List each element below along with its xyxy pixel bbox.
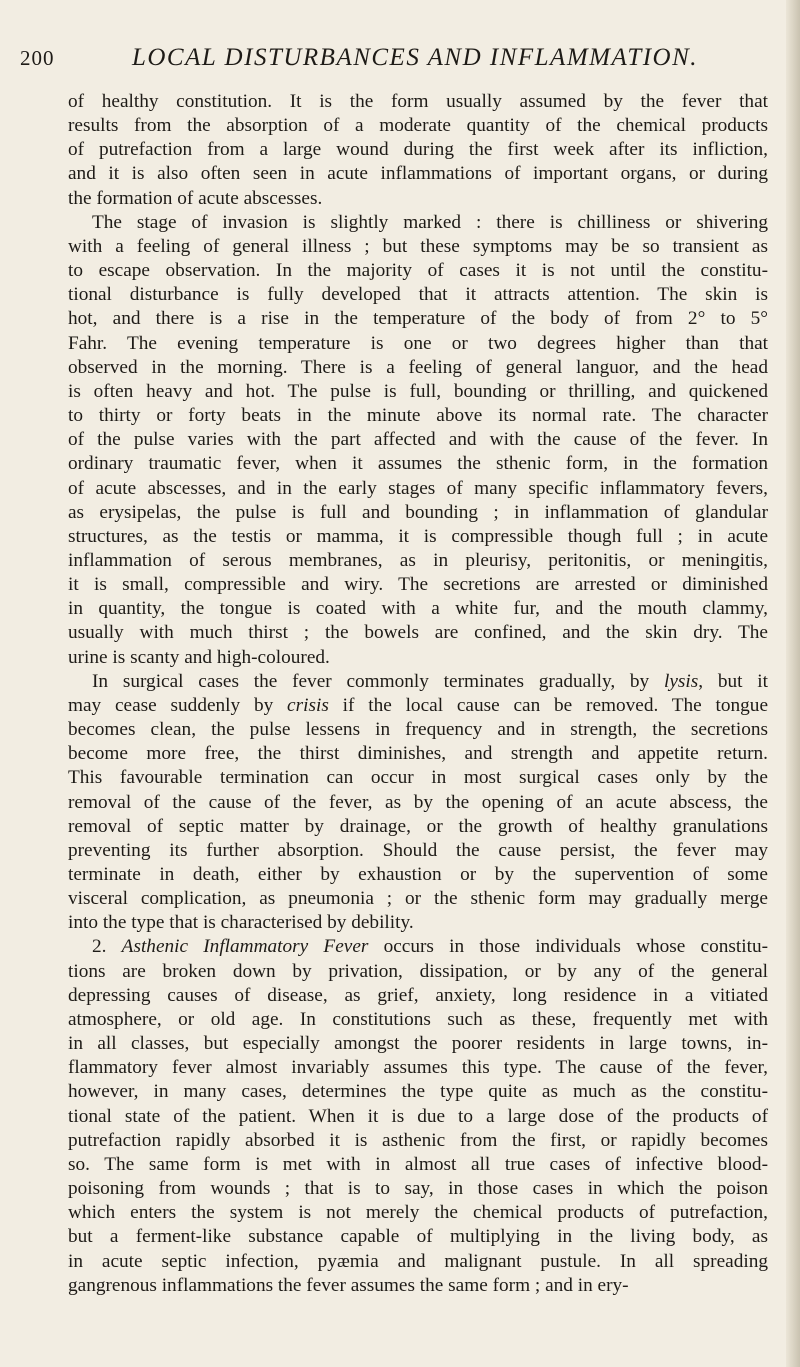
text-line: and it is also often seen in acute inflammations of important organs, or during — [68, 163, 768, 185]
paragraph — [68, 670, 768, 936]
text-line: preventing its further absorption. Should the cause persist, the fever may — [68, 839, 768, 861]
text-line: inflammation of serous membranes, as in pleurisy, peritonitis, or meningitis, — [68, 549, 768, 571]
text-line: into the type that is characterised by debility. — [68, 912, 414, 934]
text-line: however, in many cases, determines the type quite as much as the constitu- — [68, 1081, 768, 1103]
text-line: with a feeling of general illness ; but these symptoms may be so transient as — [68, 235, 768, 257]
paragraph — [68, 90, 768, 211]
text-line: in acute septic infection, pyæmia and malignant pustule. In all spreading — [68, 1250, 768, 1272]
text-line: This favourable termination can occur in most surgical cases only by the — [68, 767, 768, 789]
text-line: In surgical cases the fever commonly terminates gradually, by lysis, but it — [92, 670, 768, 692]
text-line: removal of the cause of the fever, as by the opening of an acute abscess, the — [68, 791, 768, 813]
page-number: 200 — [20, 46, 55, 70]
text-line: structures, as the testis or mamma, it is compressible though full ; in acute — [68, 525, 768, 547]
text-line: urine is scanty and high-coloured. — [68, 646, 330, 668]
text-line: observed in the morning. There is a feeling of general languor, and the head — [68, 356, 768, 378]
paragraph — [68, 935, 768, 1297]
text-line: of the pulse varies with the part affected and with the cause of the fever. In — [68, 429, 768, 451]
page-header — [20, 44, 760, 80]
text-line: putrefaction rapidly absorbed it is asthenic from the first, or rapidly becomes — [68, 1129, 768, 1151]
text-line: visceral complication, as pneumonia ; or the sthenic form may gradually merge — [68, 888, 768, 910]
text-line: may cease suddenly by crisis if the local cause can be removed. The tongue — [68, 694, 769, 716]
text-line: become more free, the thirst diminishes, and strength and appetite return. — [68, 743, 768, 765]
text-line: terminate in death, either by exhaustion or by the supervention of some — [68, 864, 768, 885]
running-head: LOCAL DISTURBANCES AND INFLAMMATION. — [131, 44, 699, 71]
text-line: atmosphere, or old age. In constitutions such as these, frequently met with — [68, 1008, 768, 1030]
page-edge-shadow — [786, 0, 800, 1367]
text-line: of putrefaction from a large wound during the first week after its infliction, — [68, 139, 768, 161]
text-line: results from the absorption of a moderate quantity of the chemical products — [68, 115, 768, 137]
text-line: flammatory fever almost invariably assumes this type. The cause of the fever, — [68, 1057, 768, 1079]
text-line: ordinary traumatic fever, when it assumes the sthenic form, in the formation — [68, 453, 768, 475]
text-line: tional disturbance is fully developed that it attracts attention. The skin is — [68, 284, 768, 306]
text-line: gangrenous inflammations the fever assumes the same form ; and in ery- — [68, 1274, 629, 1296]
text-line: poisoning from wounds ; that is to say, in those cases in which the poison — [68, 1178, 768, 1200]
text-line: to escape observation. In the majority of cases it is not until the constitu- — [68, 260, 768, 282]
text-line: which enters the system is not merely the chemical products of putrefaction, — [68, 1202, 768, 1224]
text-line: to thirty or forty beats in the minute above its normal rate. The character — [68, 405, 768, 427]
text-line: as erysipelas, the pulse is full and bounding ; in inflammation of glandular — [68, 501, 768, 523]
text-line: the formation of acute abscesses. — [68, 187, 323, 209]
text-line: tional state of the patient. When it is due to a large dose of the products of — [68, 1105, 768, 1127]
text-line: of healthy constitution. It is the form usually assumed by the fever that — [68, 91, 768, 112]
text-line: usually with much thirst ; the bowels are confined, and the skin dry. The — [68, 622, 768, 644]
text-line: tions are broken down by privation, dissipation, or by any of the general — [68, 960, 768, 982]
text-line: in all classes, but especially amongst the poorer residents in large towns, in- — [68, 1033, 768, 1055]
text-line: The stage of invasion is slightly marked : there is chilliness or shivering — [92, 211, 768, 233]
text-line: removal of septic matter by drainage, or the growth of healthy granulations — [68, 815, 768, 837]
text-line: it is small, compressible and wiry. The secretions are arrested or diminished — [68, 574, 768, 596]
text-line: becomes clean, the pulse lessens in frequency and in strength, the secretions — [68, 719, 768, 741]
text-line: in quantity, the tongue is coated with a white fur, and the mouth clammy, — [68, 598, 768, 620]
paragraph — [68, 211, 768, 670]
text-line: but a ferment-like substance capable of multiplying in the living body, as — [68, 1226, 768, 1248]
text-line: 2. Asthenic Inflammatory Fever occurs in those individuals whose constitu- — [92, 936, 769, 958]
body-text — [68, 90, 768, 1298]
text-line: hot, and there is a rise in the temperature of the body of from 2° to 5° — [68, 308, 768, 330]
text-line: of acute abscesses, and in the early stages of many specific inflammatory fevers, — [68, 477, 768, 499]
text-line: Fahr. The evening temperature is one or two degrees higher than that — [68, 332, 768, 354]
text-line: is often heavy and hot. The pulse is full, bounding or thrilling, and quickened — [68, 380, 768, 402]
text-line: so. The same form is met with in almost all true cases of infective blood- — [68, 1153, 768, 1175]
text-line: depressing causes of disease, as grief, anxiety, long residence in a vitiated — [68, 984, 768, 1006]
